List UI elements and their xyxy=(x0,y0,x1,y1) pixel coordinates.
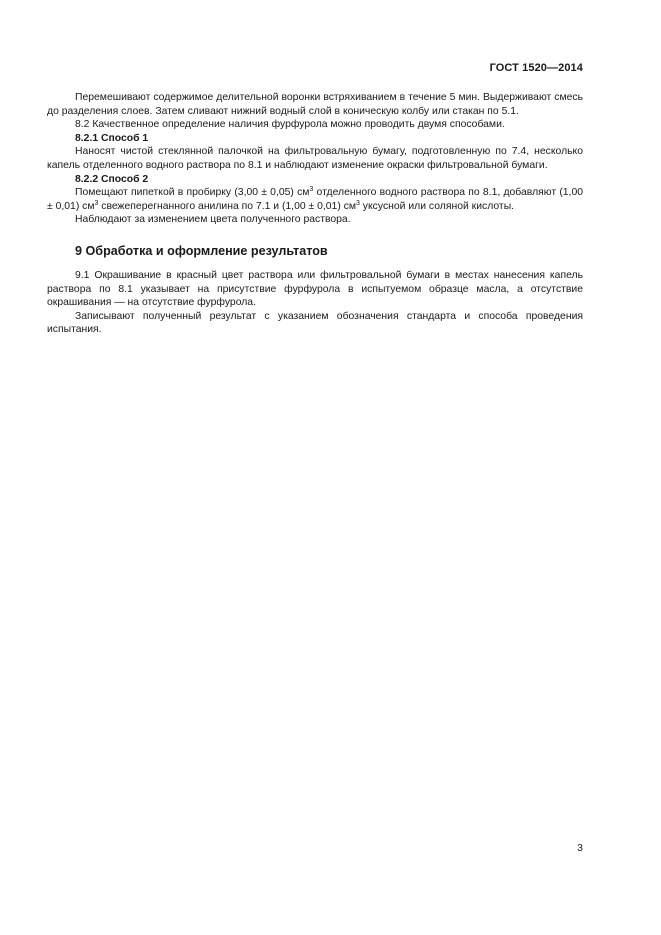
method-2-text-a: Помещают пипеткой в пробирку (3,00 ± 0,05) см xyxy=(75,187,310,199)
method-2-text-b: отделенного водного раствора по 8.1, добавляют (1,00 ± 0,01) см xyxy=(47,187,583,212)
paragraph-method-1: Наносят чистой стеклянной палочкой на фильтровальную бумагу, подготовленную по 7.4, несколько капель отделенного водного раствора по 8.1 и наблюдают изменение окраски фильтровальной бумаги. xyxy=(47,146,583,171)
method-2-text-d: уксусной или соляной кислоты. xyxy=(359,200,515,212)
unit-superscript: 3 xyxy=(94,199,99,207)
unit-superscript: 3 xyxy=(309,186,314,194)
paragraph-8-2: 8.2 Качественное определение наличия фурфурола можно проводить двумя способами. xyxy=(75,119,505,131)
unit-superscript: 3 xyxy=(356,199,360,207)
paragraph-method-2 xyxy=(47,186,583,213)
subheading-8-2-1: 8.2.1 Способ 1 xyxy=(75,132,149,144)
section-9-title: 9 Обработка и оформление результатов xyxy=(75,243,328,258)
document-header-standard: ГОСТ 1520—2014 xyxy=(489,62,583,74)
paragraph-record-result: Записывают полученный результат с указанием обозначения стандарта и способа проведения испытания. xyxy=(47,310,583,336)
paragraph-observe: Наблюдают за изменением цвета полученного раствора. xyxy=(75,214,351,226)
document-body xyxy=(47,91,583,337)
page-number: 3 xyxy=(577,842,583,854)
paragraph-9-1: 9.1 Окрашивание в красный цвет раствора или фильтровальной бумаги в местах нанесения капель раствора по 8.1 указывает на присутствие фурфурола в испытуемом образце масла, а отсутствие окрашивания — на отсутствие фурфурола. xyxy=(47,269,583,309)
paragraph-mixing: Перемешивают содержимое делительной воронки встряхиванием в течение 5 мин. Выдерживают смесь до разделения слоев. Затем сливают нижний водный слой в коническую колбу или стакан по 5.1. xyxy=(47,92,583,117)
subheading-8-2-2: 8.2.2 Способ 2 xyxy=(75,173,149,185)
method-2-text-c: свежеперегнанного анилина по 7.1 и (1,00 ± 0,01) см xyxy=(98,200,357,212)
